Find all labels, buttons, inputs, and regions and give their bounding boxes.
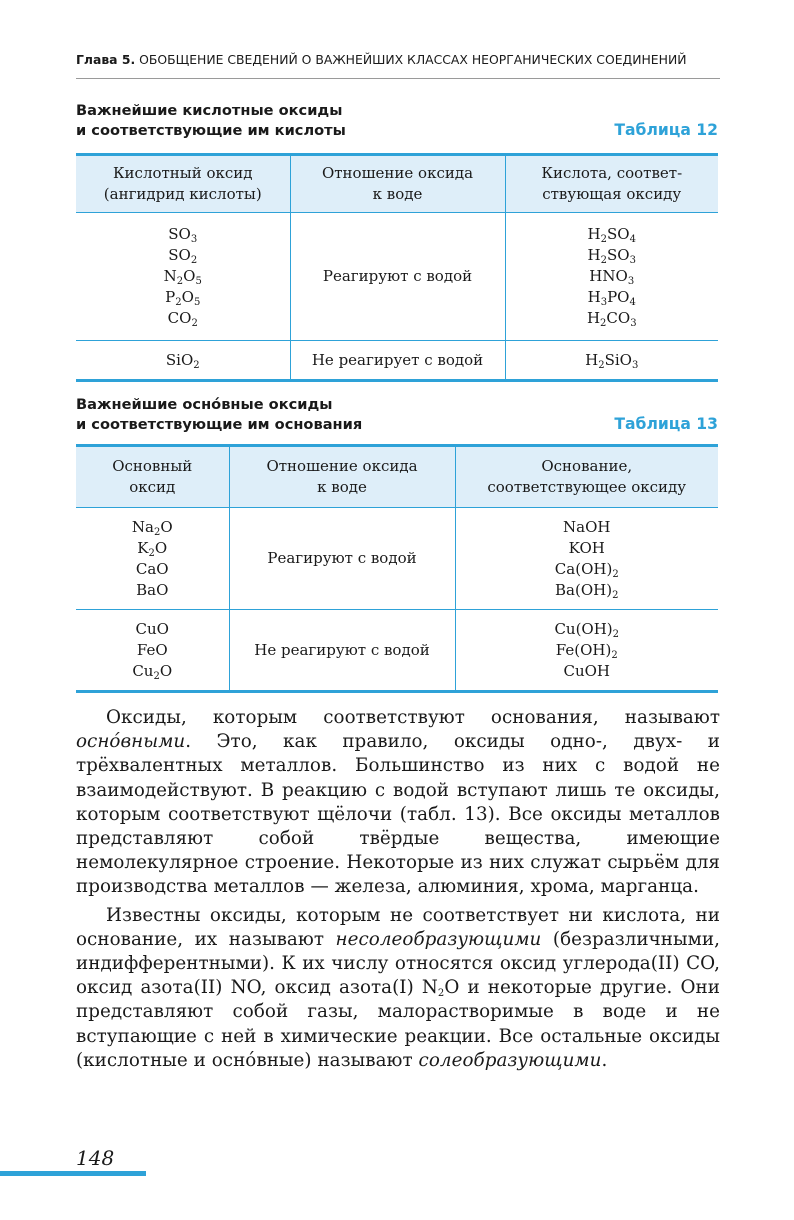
table12-header-relation: Отношение оксида к воде	[290, 155, 505, 213]
term-salt-forming: солеобразующими	[418, 1049, 602, 1071]
table13-bases-reactive: NaOH KOH $Ca(OH)_2$ $Ba(OH)_2$	[455, 508, 718, 610]
table13-header-relation: Отношение оксида к воде	[229, 446, 455, 508]
table-13	[76, 444, 718, 693]
table13-oxides-nonreactive: CuO FeO $Cu_2O$	[76, 610, 229, 692]
table13-label: Таблица 13	[614, 415, 718, 433]
page-number: 148	[76, 1146, 115, 1170]
table13-bases-nonreactive: $Cu(OH)_2$ $Fe(OH)_2$ CuOH	[455, 610, 718, 692]
table13-relation-reactive: Реагируют с водой	[229, 508, 455, 610]
table12-acid-nonreactive: $H_2SiO_3$	[505, 341, 718, 381]
table12-oxide-nonreactive: SiO$_2$	[76, 341, 290, 381]
header-rule	[76, 78, 720, 79]
table13-title	[76, 395, 496, 435]
paragraph-basic-oxides: Оксиды, которым соответствуют основания, называют оснóвными. Это, как правило, оксиды одно-, двух- и трёхвалентных металлов. Большинство из них с водой не взаимодействуют. В реакцию с водой вступают лишь те оксиды, которым соответствуют щёлочи (табл. 13). Все оксиды металлов представляют собой твёрдые вещества, имеющие немолекулярное строение. Некоторые из них служат сырьём для производства металлов — железа, алюминия, хрома, марганца.	[76, 707, 720, 898]
chapter-title: ОБОБЩЕНИЕ СВЕДЕНИЙ О ВАЖНЕЙШИХ КЛАССАХ НЕОРГАНИЧЕСКИХ СОЕДИНЕНИЙ	[139, 52, 687, 67]
body-text	[76, 706, 720, 1073]
paragraph-nonsalt-oxides: Известны оксиды, которым не соответствует ни кислота, ни основание, их называют несолеобразующими (безразличными, индифферентными). К их числу относятся оксид углерода(II) CO, оксид азота(II) NO, оксид азота(I) $N_2O$ и некоторые другие. Они представляют собой газы, малорастворимые в воде и не вступающие с ней в химические реакции. Все остальные оксиды (кислотные и оснóвные) называют солеобразующими.	[76, 904, 720, 1071]
table12-relation-reactive: Реагируют с водой	[290, 213, 505, 341]
table12-header-oxide: Кислотный оксид (ангидрид кислоты)	[76, 155, 290, 213]
table13-relation-nonreactive: Не реагируют с водой	[229, 610, 455, 692]
term-nonsalt-forming: несолеобразующими	[335, 928, 542, 950]
table12-title-line1: Важнейшие кислотные оксиды	[76, 102, 343, 119]
running-header	[76, 52, 718, 67]
table12-oxides-reactive: $SO_3$ $SO_2$ $N_2O_5$ $P_2O_5$ $CO_2$	[163, 225, 202, 329]
page-number-bar	[0, 1171, 146, 1176]
table13-oxides-reactive: $Na_2O$ $K_2O$ CaO BaO	[131, 517, 173, 599]
table13-header-oxide: Основный оксид	[76, 446, 229, 508]
chapter-label: Глава 5.	[76, 52, 136, 67]
table12-label: Таблица 12	[614, 121, 718, 139]
table13-title-line1: Важнейшие оснóвные оксиды	[76, 396, 333, 413]
term-basic: оснóвными	[76, 731, 186, 753]
table-12	[76, 153, 718, 382]
table12-acids-reactive: $H_2SO_4$ $H_2SO_3$ $HNO_3$ $H_3PO_4$ $H_2CO_3$	[505, 213, 718, 341]
table12-header-acid: Кислота, соответ- ствующая оксиду	[505, 155, 718, 213]
table12-title	[76, 101, 496, 141]
table13-header-base: Основание, соответствующее оксиду	[455, 446, 718, 508]
table12-relation-nonreactive: Не реагирует с водой	[290, 341, 505, 381]
table13-title-line2: и соответствующие им основания	[76, 416, 363, 433]
table12-title-line2: и соответствующие им кислоты	[76, 122, 346, 139]
